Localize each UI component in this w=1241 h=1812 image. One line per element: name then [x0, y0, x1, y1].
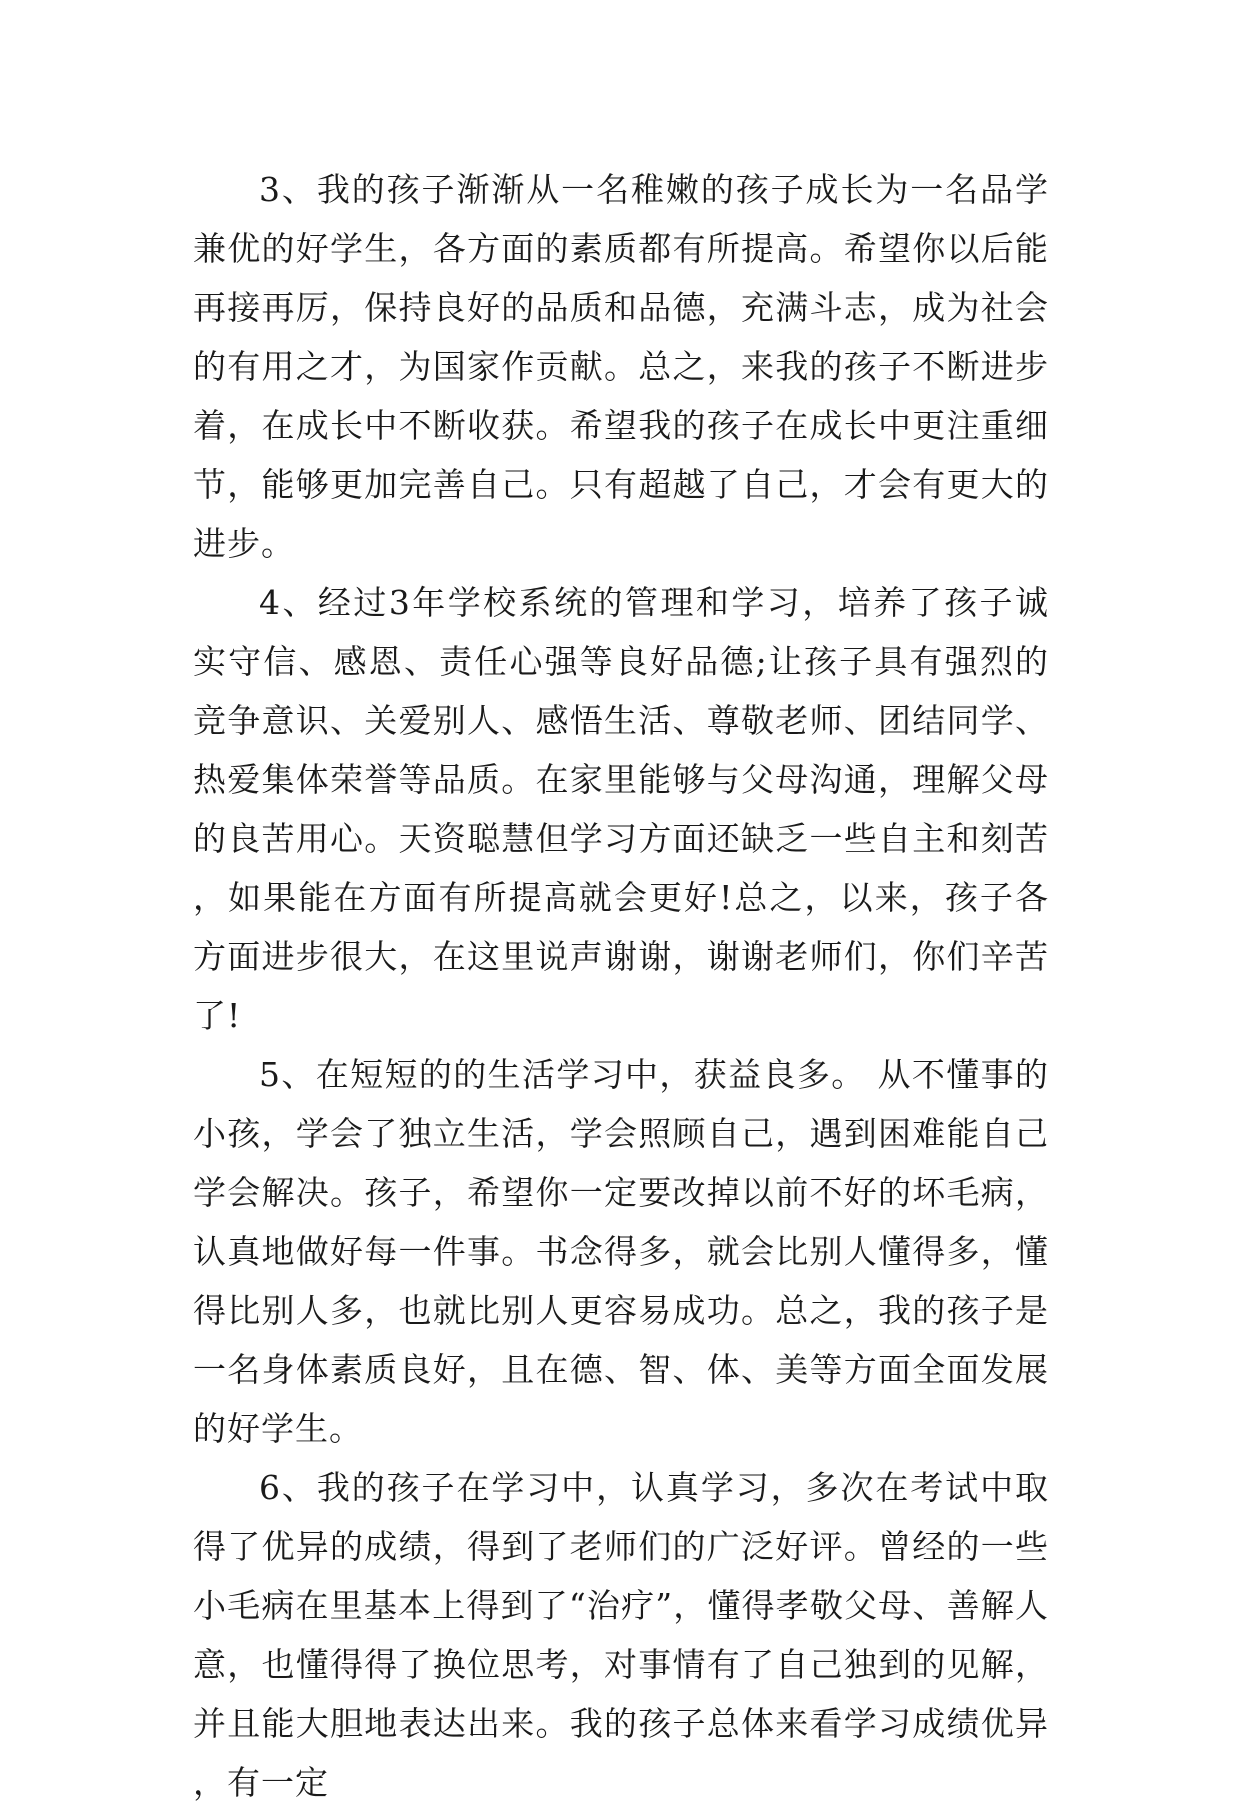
paragraph-5: 5、在短短的的生活学习中，获益良多。 从不懂事的小孩，学会了独立生活，学会照顾自己，遇到困难能自己学会解决。孩子，希望你一定要改掉以前不好的坏毛病，认真地做好每一件事。书念得多，就会比别人懂得多，懂得比别人多，也就比别人更容易成功。总之，我的孩子是一名身体素质良好，且在德、智、体、美等方面全面发展的好学生。 [193, 1055, 1049, 1448]
paragraph-3: 3、我的孩子渐渐从一名稚嫩的孩子成长为一名品学兼优的好学生，各方面的素质都有所提高。希望你以后能再接再厉，保持良好的品质和品德，充满斗志，成为社会的有用之才，为国家作贡献。总之，来我的孩子不断进步着，在成长中不断收获。希望我的孩子在成长中更注重细节，能够更加完善自己。只有超越了自己，才会有更大的进步。 [193, 170, 1049, 563]
paragraph-6: 6、我的孩子在学习中，认真学习，多次在考试中取得了优异的成绩，得到了老师们的广泛好评。曾经的一些小毛病在里基本上得到了“治疗”，懂得孝敬父母、善解人意，也懂得得了换位思考，对事情有了自己独到的见解，并且能大胆地表达出来。我的孩子总体来看学习成绩优异，有一定 [193, 1468, 1049, 1802]
paragraph-4: 4、经过3年学校系统的管理和学习，培养了孩子诚实守信、感恩、责任心强等良好品德;让孩子具有强烈的竞争意识、关爱别人、感悟生活、尊敬老师、团结同学、热爱集体荣誉等品质。在家里能够与父母沟通，理解父母的良苦用心。天资聪慧但学习方面还缺乏一些自主和刻苦，如果能在方面有所提高就会更好!总之，以来，孩子各方面进步很大，在这里说声谢谢，谢谢老师们，你们辛苦了! [193, 583, 1049, 1035]
document-body [193, 160, 1049, 1812]
